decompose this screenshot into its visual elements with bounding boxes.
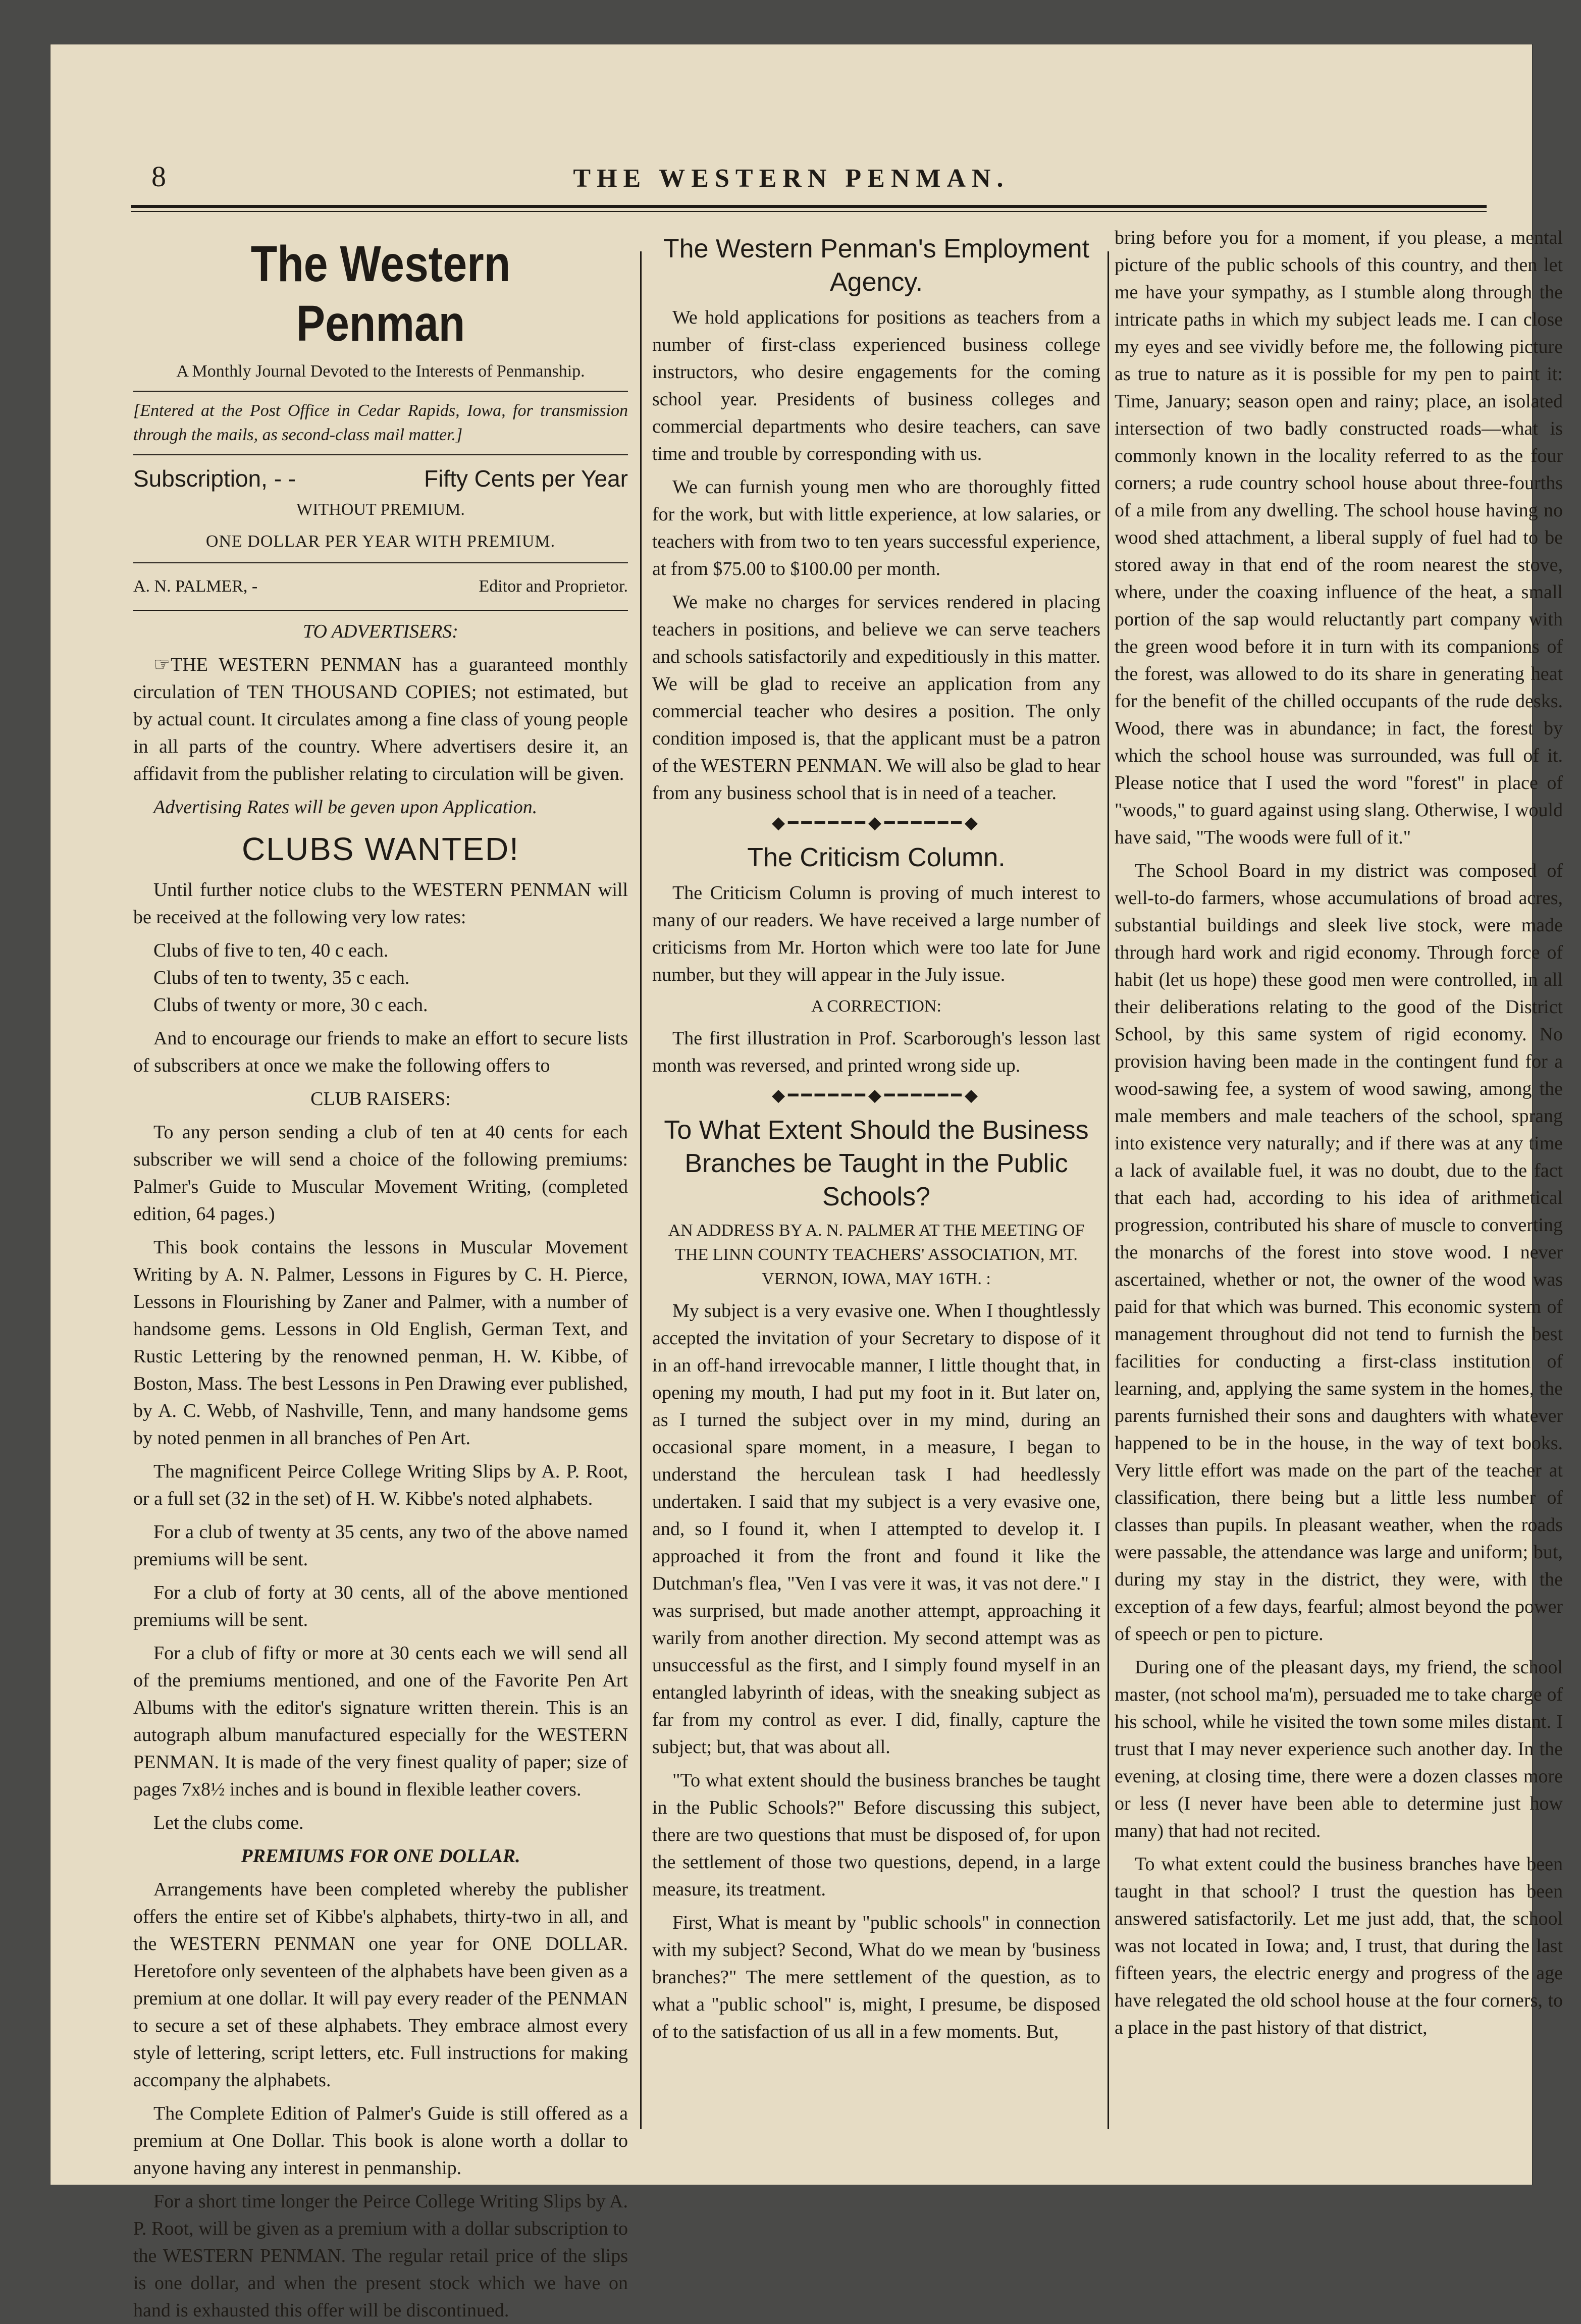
subscription-row [133, 462, 628, 495]
premium-offer-1: To any person sending a club of ten at 40 cents for each subscriber we will send a choice of the following premiums: Palmer's Guide to Muscular Movement Writing, (completed edition, 64 pages.) [133, 1122, 628, 1225]
column-divider-2 [1108, 251, 1109, 2129]
criticism-text-1: The Criticism Column is proving of much interest to many of our readers. We have received a large number of criticisms from Mr. Horton which were too late for June number, but they will appear in the July issue. [652, 882, 1100, 985]
premium-text-1: Arrangements have been completed whereby the publisher offers the entire set of Kibbe's alphabets, thirty-two in all, and the WESTERN PENMAN one year for ONE DOLLAR. Heretofore only seventeen of the alphabets have been given as a premium at one dollar. It will pay every reader of the PENMAN to secure a set of these alphabets. They embrace almost every style of lettering, script letters, etc. Full instructions for making accompany the alphabets. [133, 1879, 628, 2091]
address-text-1: My subject is a very evasive one. When I thoughtlessly accepted the invitation of your Secretary to dispose of it in an off-hand irrevocable manner, I little thought that, in opening my mouth, I had put my foot in it. But later on, as I turned the subject over in my mind, during an occasional spare moment, in a measure, I began to understand the herculean task I had heedlessly undertaken. I said that my subject is a very evasive one, and, so I found it, when I attempted to develop it. I approached it from the front and found it like the Dutchman's flea, "Ven I vas vere it was, it vas not dere." I was surprised, but made another attempt, approaching it warily from another direction. My second attempt was as unsuccessful as the first, and I simply found myself in an entangled labyrinth of ideas, with the sneaking subject as far from my control as ever. I did, finally, capture the subject; but, that was about all. [652, 1300, 1100, 1758]
address-line: AN ADDRESS BY A. N. PALMER AT THE MEETING OF THE LINN COUNTY TEACHERS' ASSOCIATION, MT. VERNON, IOWA, MAY 16TH. : [668, 1221, 1085, 1288]
journal-subtitle: A Monthly Journal Devoted to the Interests of Penmanship. [176, 362, 585, 381]
premium-offer-4: For a club of twenty at 35 cents, any two of the above named premiums will be sent. [133, 1521, 628, 1570]
entered-notice: [Entered at the Post Office in Cedar Rapids, Iowa, for transmission through the mails, as second-class mail matter.] [133, 401, 628, 444]
editor-row [133, 570, 628, 603]
column-1 [133, 224, 628, 2321]
with-premium: ONE DOLLAR PER YEAR WITH PREMIUM. [205, 532, 556, 551]
divider [133, 391, 628, 392]
without-premium: WITHOUT PREMIUM. [296, 500, 465, 519]
ornament-divider: ◆━━━━━━◆━━━━━━◆ [771, 814, 981, 832]
club-rate-3: Clubs of twenty or more, 30 c each. [153, 994, 428, 1016]
agency-heading: The Western Penman's Employment Agency. [663, 234, 1090, 297]
divider [133, 610, 628, 611]
premium-offer-3: The magnificent Peirce College Writing Slips by A. P. Root, or a full set (32 in the set) of H. W. Kibbe's noted alphabets. [133, 1461, 628, 1509]
club-raisers-heading: CLUB RAISERS: [310, 1088, 451, 1110]
top-rule [131, 205, 1487, 208]
divider [133, 454, 628, 455]
premium-offer-6: For a club of fifty or more at 30 cents each we will send all of the premiums mentioned, and one of the Favorite Pen Art Albums with the editor's signature written therein. This is an autograph album manufactured especially for the WESTERN PENMAN. It is made of the very finest quality of paper; size of pages 7x8½ inches and is bound in flexible leather covers. [133, 1643, 628, 1800]
clubs-intro: Until further notice clubs to the WESTERN PENMAN will be received at the following very low rates: [133, 879, 628, 928]
advertisers-text: ☞THE WESTERN PENMAN has a guaranteed monthly circulation of TEN THOUSAND COPIES; not estimated, but by actual count. It circulates among a fine class of young people in all parts of the country. Where advertisers desire it, an affidavit from the publisher relating to circulation will be given. [133, 654, 628, 784]
continued-text-1: bring before you for a moment, if you please, a mental picture of the public schools of this country, and then let me have your sympathy, as I stumble along through the intricate paths in which my subject leads me. I can close my eyes and see vividly before me, the following picture as true to nature as it is possible for my pen to paint it: Time, January; season open and rainy; place, an isolated intersection of two badly constructed roads—what is commonly known in the locality referred to as the four corners; a rude country school house about three-fourths of a mile from any dwelling. The school house having no wood shed attachment, a liberal supply of fuel had to be stored away in that end of the room nearest the stove, where, under the coaxing influence of the heat, a small portion of the sap would reluctantly part company with the green wood before it in turn with its companions of the forest, was allowed to do its share in generating heat for the benefit of the chilled occupants of the rude desks. Wood, there was in abundance; in fact, the forest by which the school house was surrounded, was full of it. Please notice that I used the word "forest" in place of "woods," to guard against using slang. Otherwise, I would have said, "The woods were full of it." [1115, 227, 1563, 848]
encourage-text: And to encourage our friends to make an effort to secure lists of subscribers at once we make the following offers to [133, 1028, 628, 1076]
top-rule-thin [131, 211, 1487, 212]
criticism-heading: The Criticism Column. [747, 843, 1006, 872]
editor-title: Editor and Proprietor. [479, 577, 628, 596]
premium-offer-2: This book contains the lessons in Muscular Movement Writing by A. N. Palmer, Lessons in Figures by C. H. Pierce, Lessons in Flourishing by Zaner and Palmer, with a number of handsome gems. Lessons in Old English, German Text, and Rustic Lettering by the renowned penman, H. W. Kibbe, of Boston, Mass. The best Lessons in Pen Drawing ever published, by A. C. Webb, of Nashville, Tenn, and many handsome gems by noted penmen in all branches of Pen Art. [133, 1237, 628, 1449]
subscription-price: Fifty Cents per Year [424, 465, 628, 492]
agency-text-1: We hold applications for positions as teachers from a number of first-class experienced business college instructors, who desire engagements for the coming school year. Presidents of business colleges and commercial departments who desire teachers, can save time and trouble by corresponding with us. [652, 307, 1100, 464]
club-rate-2: Clubs of ten to twenty, 35 c each. [153, 967, 410, 988]
address-text-3: First, What is meant by "public schools" in connection with my subject? Second, What do we mean by 'business branches?" The mere settlement of the question, as to what a "public school" is, might, I presume, be disposed of to the satisfaction of us all in a few moments. But, [652, 1912, 1100, 2042]
ornament-divider: ◆━━━━━━◆━━━━━━◆ [771, 1086, 981, 1105]
clubs-wanted-heading: CLUBS WANTED! [242, 831, 519, 867]
extent-heading: To What Extent Should the Business Branches be Taught in the Public Schools? [664, 1116, 1089, 1211]
premium-text-2: The Complete Edition of Palmer's Guide is still offered as a premium at One Dollar. This book is alone worth a dollar to anyone having any interest in penmanship. [133, 2103, 628, 2179]
agency-text-2: We can furnish young men who are thoroughly fitted for the work, but with little experience, at low salaries, or teachers with from two to ten years successful experience, at from $75.00 to $100.00 per month. [652, 477, 1100, 579]
premiums-heading: PREMIUMS FOR ONE DOLLAR. [241, 1845, 520, 1867]
advertising-rates: Advertising Rates will be geven upon Application. [153, 797, 538, 818]
premium-offer-5: For a club of forty at 30 cents, all of the above mentioned premiums will be sent. [133, 1582, 628, 1630]
subscription-label: Subscription, - - [133, 465, 296, 492]
column-3 [1115, 224, 1563, 2062]
column-divider-1 [640, 251, 642, 2129]
continued-text-3: During one of the pleasant days, my friend, the school master, (not school ma'm), persuaded me to take charge of his school, while he visited the town some miles distant. I trust that I may never experience such another day. In the evening, at closing time, there were a dozen classes more or less (I never have been able to determine just how many) that had not recited. [1115, 1657, 1563, 1841]
masthead: THE WESTERN PENMAN. [573, 164, 1010, 193]
agency-text-3: We make no charges for services rendered in placing teachers in positions, and believe we can serve teachers and schools satisfactorily and expeditiously in this matter. We will be glad to receive an application from any commercial teacher who desires a position. The only condition imposed is, that the applicant must be a patron of the WESTERN PENMAN. We will also be glad to hear from any business school that is in need of a teacher. [652, 592, 1100, 804]
criticism-text-2: The first illustration in Prof. Scarborough's lesson last month was reversed, and printed wrong side up. [652, 1028, 1100, 1076]
continued-text-4: To what extent could the business branches have been taught in that school? I trust the question has been answered satisfactorily. Let me just add, that, the school was not located in Iowa; and, I trust, that during the last fifteen years, the electric energy and progress of the age have relegated the old school house at the four corners, to a place in the past history of that district, [1115, 1854, 1563, 2038]
journal-title: The Western Penman [250, 236, 511, 352]
to-advertisers-heading: TO ADVERTISERS: [303, 621, 458, 642]
newspaper-page [50, 44, 1563, 2321]
continued-text-2: The School Board in my district was composed of well-to-do farmers, whose accumulations of broad acres, substantial buildings and sleek live stock, were made through hard work and rigid economy. Through force of habit (let us hope) these good men were controlled, in all their deliberations relating to the good of the District School, by this same system of rigid economy. No provision having been made in the contingent fund for a wood-sawing fee, a system of wood sawing, among the male members and male teachers of the school, sprang into existence very naturally; and if there was at any time a lack of available fuel, it was no doubt, due to the fact that each had, according to his idea of arithmetical progression, contributed his share of muscle to converting the monarchs of the forest into stove wood. I never ascertained, whether or not, the owner of the wood was paid for that which was burned. This economic system of management throughout did not tend to furnish the best facilities for conducting a first-class institution of learning, and, applying the same system in the homes, the parents furnished their sons and daughters with whatever happened to be in the house, in the way of text books. Very little effort was made on the part of the teacher at classification, there being but a little less number of classes than pupils. In pleasant weather, when the roads were passable, the attendance was large and uniform; but, during my stay in the district, they were, with the exception of a few days, fearful; almost beyond the power of speech or pen to picture. [1115, 860, 1563, 1645]
column-2 [652, 224, 1100, 2062]
premium-offer-7: Let the clubs come. [153, 1812, 304, 1833]
club-rate-1: Clubs of five to ten, 40 c each. [153, 940, 389, 961]
premium-text-3: For a short time longer the Peirce College Writing Slips by A. P. Root, will be given as a premium with a dollar subscription to the WESTERN PENMAN. The regular retail price of the slips is one dollar, and when the present stock which we have on hand is exhausted this offer will be discontinued. [133, 2191, 628, 2321]
address-text-2: "To what extent should the business branches be taught in the Public Schools?" Before discussing this subject, there are two questions that must be disposed of, for upon the settlement of those two questions, depend, in a large measure, its treatment. [652, 1770, 1100, 1900]
correction-heading: A CORRECTION: [811, 997, 941, 1016]
editor-name: A. N. PALMER, - [133, 577, 258, 596]
divider [133, 562, 628, 563]
page-number: 8 [151, 160, 166, 193]
